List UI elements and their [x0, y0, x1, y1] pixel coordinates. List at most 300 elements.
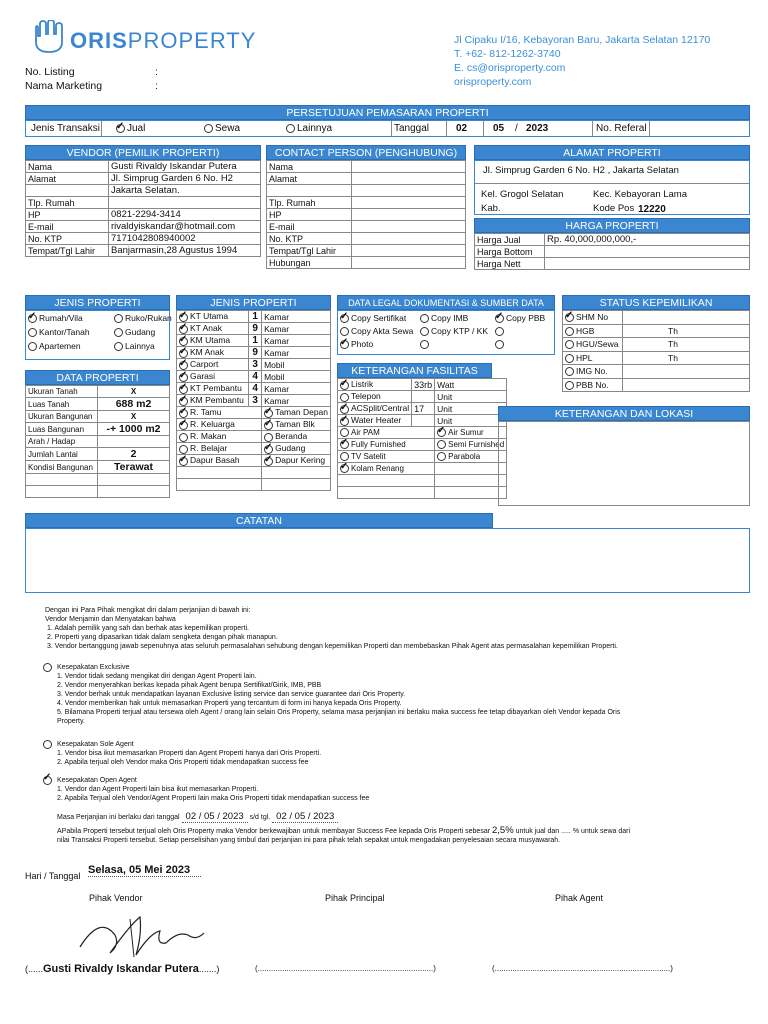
terms-section: [45, 606, 725, 651]
checkbox-checked-icon: [179, 349, 188, 358]
legal-doc-option[interactable]: ✓Photo: [340, 339, 373, 349]
checkbox-icon: [437, 440, 446, 449]
room-unit: Kamar: [262, 347, 331, 359]
checkbox-icon: [495, 340, 504, 349]
address-box: [474, 160, 750, 215]
vendor-field-label: No. KTP: [26, 233, 109, 245]
contact-field-value[interactable]: [352, 221, 466, 233]
checkbox-checked-icon: [179, 361, 188, 370]
address-kec: Kec. Kebayoran Lama: [593, 189, 688, 200]
radio-icon: [286, 124, 295, 133]
option-lainnya[interactable]: Lainnya: [286, 123, 332, 134]
facility-option[interactable]: ✓ACSplit/Central: [338, 403, 412, 415]
period-line: Masa Perjanjian ini berlaku dari tanggal 02 / 05 / 2023 s/d tgl. 02 / 05 / 2023: [57, 812, 737, 822]
property-type-option[interactable]: Lainnya: [114, 341, 155, 351]
facility-option[interactable]: Semi Furnished: [435, 439, 507, 451]
facility-unit: Unit: [435, 403, 507, 415]
checkbox-checked-icon: [340, 440, 349, 449]
vendor-row: [26, 173, 261, 185]
postal-code: 12220: [638, 204, 666, 215]
room-count[interactable]: 4: [249, 383, 262, 395]
location-box[interactable]: [498, 421, 750, 506]
price-value[interactable]: Rp. 40,000,000,000,-: [545, 234, 750, 246]
vendor-title: VENDOR (PEMILIK PROPERTI): [25, 145, 261, 160]
facility-amount[interactable]: 33rb: [412, 379, 435, 391]
contact-field-value[interactable]: [352, 245, 466, 257]
property-type-option[interactable]: Apartemen: [28, 341, 81, 351]
data-prop-value[interactable]: X: [98, 411, 170, 423]
marketing-colon: :: [155, 80, 158, 92]
contact-row: [267, 185, 466, 197]
price-label: Harga Bottom: [475, 246, 545, 258]
contact-row: [267, 173, 466, 185]
date-month: 05: [493, 123, 505, 134]
room-option[interactable]: ✓KT Anak: [177, 323, 249, 335]
vendor-row: [26, 245, 261, 257]
ownership-option[interactable]: PBB No.: [563, 378, 623, 392]
data-prop-row: [26, 486, 170, 498]
day-date-label: Hari / Tanggal: [25, 871, 81, 881]
sole-agent-section: Kesepakatan Sole Agent 1. Vendor bisa ikut memasarkan Properti dan Agent Properti hanya dari Oris Properti. 2. Apabila terjual oleh Vendor maka Oris Properti tidak mendapatkan success fee: [45, 740, 735, 767]
data-prop-row: [26, 423, 170, 436]
checkbox-checked-icon: [28, 314, 37, 323]
vendor-field-value[interactable]: 0821-2294-3414: [109, 209, 261, 221]
ownership-option[interactable]: HGU/Sewa: [563, 338, 623, 352]
marketing-label: Nama Marketing: [25, 80, 103, 92]
room-count[interactable]: 3: [249, 359, 262, 371]
checkbox-icon: [340, 393, 349, 402]
checkbox-checked-icon: [264, 409, 273, 418]
data-prop-value[interactable]: 688 m2: [98, 398, 170, 411]
legal-box: [337, 310, 555, 355]
fee-percent: 2,5%: [492, 825, 514, 836]
company-website[interactable]: orisproperty.com: [454, 76, 532, 88]
ownership-row: [563, 351, 750, 365]
data-prop-value[interactable]: -+ 1000 m2: [98, 423, 170, 436]
contact-field-label: Alamat: [267, 173, 352, 185]
price-row: [475, 246, 750, 258]
data-prop-label: Kondisi Bangunan: [26, 461, 98, 474]
room-unit: Kamar: [262, 323, 331, 335]
sole-agent-option[interactable]: Kesepakatan Sole Agent: [45, 740, 735, 749]
facility-unit: Unit: [435, 415, 507, 427]
checkbox-checked-icon: [179, 397, 188, 406]
checkbox-icon: [114, 328, 123, 337]
property-type-option[interactable]: Ruko/Rukan: [114, 313, 172, 323]
contact-table: [266, 160, 466, 269]
facility-option[interactable]: [435, 463, 507, 475]
data-prop-value[interactable]: Terawat: [98, 461, 170, 474]
facility-pair-row: [338, 439, 507, 451]
exclusive-option[interactable]: Kesepakatan Exclusive: [45, 663, 735, 672]
vendor-signature-icon: [70, 905, 220, 965]
ownership-year[interactable]: Th: [623, 338, 750, 352]
checkbox-checked-icon: [179, 325, 188, 334]
checkbox-icon: [340, 428, 349, 437]
vendor-field-label: Tempat/Tgl Lahir: [26, 245, 109, 257]
room-pair-row: [177, 407, 331, 419]
data-prop-title: DATA PROPERTI: [25, 370, 170, 385]
listing-colon: :: [155, 66, 158, 78]
facility-option[interactable]: ✓ Air Sumur: [435, 427, 507, 439]
facility-row: [338, 379, 507, 391]
price-value[interactable]: [545, 246, 750, 258]
vendor-sign-label: Pihak Vendor: [89, 893, 143, 903]
radio-icon: [43, 663, 52, 672]
price-value[interactable]: [545, 258, 750, 270]
facility-row: [338, 403, 507, 415]
vendor-field-label: Nama: [26, 161, 109, 173]
vendor-field-value[interactable]: [109, 197, 261, 209]
contact-row: [267, 221, 466, 233]
terms-points: 1. Adalah pemilik yang sah dan berhak atas kepemilikan properti. 2. Properti yang dipasarkan tidak dalam sengketa dengan pihak manapun. 3. Vendor bertanggung jawab sepenuhnya atas seluruh permasalahan sehubung dengan kepemilikan Properti dan membebaskan Pihak Agent atas permasalahan kepemilikan Properti.: [47, 625, 618, 650]
ownership-option[interactable]: IMG No.: [563, 365, 623, 379]
room-option[interactable]: ✓Garasi: [177, 371, 249, 383]
room-option[interactable]: Beranda: [262, 431, 331, 443]
facility-option[interactable]: ✓Listrik: [338, 379, 412, 391]
room-count[interactable]: 1: [249, 335, 262, 347]
facility-option[interactable]: Telepon: [338, 391, 412, 403]
type2-title: JENIS PROPERTI: [176, 295, 331, 310]
facility-pair-row: [338, 463, 507, 475]
approval-row: Jenis Transaksi ✓ Jual Sewa Lainnya Tanggal 02 05 / 2023 No. Referal: [25, 120, 750, 137]
contact-field-label: Tlp. Rumah: [267, 197, 352, 209]
room-count[interactable]: 1: [249, 311, 262, 323]
approval-title: PERSETUJUAN PEMASARAN PROPERTI: [25, 105, 750, 120]
legal-doc-option[interactable]: ✓ Copy PBB: [495, 313, 545, 323]
legal-doc-option[interactable]: Copy Akta Sewa: [340, 326, 413, 336]
facility-title: KETERANGAN FASILITAS: [337, 363, 492, 378]
legal-doc-option[interactable]: [420, 339, 431, 349]
open-agent-section: ✓ Kesepakatan Open Agent 1. Vendor dan Agent Properti lain bisa ikut memasarkan Properti. 2. Apabila Terjual oleh Vendor/Agent Properti lain maka Oris Properti tidak mendapatkan success fee: [45, 776, 735, 803]
facility-option[interactable]: ✓Kolam Renang: [338, 463, 435, 475]
referral-label: No. Referal: [596, 123, 647, 134]
ownership-year[interactable]: [623, 365, 750, 379]
contact-field-value[interactable]: [352, 257, 466, 269]
dispute-line: nilai Transaksi Properti tersebut. Setiap perselisihan yang timbul dari perjanjian ini para pihak telah sepakat untuk mengadakan penyelesaian secara musyawarah.: [57, 837, 561, 844]
data-prop-label: Ukuran Tanah: [26, 386, 98, 398]
checkbox-icon: [565, 354, 574, 363]
data-prop-label: Ukuran Bangunan: [26, 411, 98, 423]
checkbox-icon: [420, 340, 429, 349]
checkbox-icon: [565, 381, 574, 390]
facility-option[interactable]: Air PAM: [338, 427, 435, 439]
vendor-field-value[interactable]: Jl. Simprug Garden 6 No. H2: [109, 173, 261, 185]
principal-sign-label: Pihak Principal: [325, 893, 385, 903]
data-prop-row: [26, 398, 170, 411]
option-sewa[interactable]: Sewa: [204, 123, 240, 134]
checkbox-icon: [28, 328, 37, 337]
facility-row: [338, 415, 507, 427]
exclusive-section: Kesepakatan Exclusive 1. Vendor tidak sedang mengikat diri dengan Agent Properti lain. 2. Vendor menyerahkan berkas kepada pihak Agent berupa Sertifikat/Girik, IMB, PBB 3. Vendor berhak untuk mendapatkan layanan Exclusive listing service dan service guarantee dari Oris Property. 4. Vendor memberikan hak untuk memasarkan Properti yang tercantum di form ini hanya kepada Oris Property. 5. Bilamana Properti terjual atau tersewa oleh Agent / orang lain selain Oris Property, selama masa perjanjian ini berlaku maka success fee tetap dibayarkan oleh Vendor kepada Oris Property.: [45, 663, 735, 726]
contact-field-value[interactable]: [352, 161, 466, 173]
terms-intro2: Vendor Menjamin dan Menyatakan bahwa: [45, 616, 176, 623]
contact-row: [267, 197, 466, 209]
room-row: [177, 311, 331, 323]
facility-pair-row: [338, 427, 507, 439]
room-unit: Mobil: [262, 371, 331, 383]
room-pair-row: [177, 455, 331, 467]
room-option[interactable]: ✓ Taman Depan: [262, 407, 331, 419]
legal-doc-option[interactable]: [495, 339, 506, 349]
contact-field-value[interactable]: [352, 197, 466, 209]
price-table: [474, 233, 750, 270]
postal-label: Kode Pos: [593, 203, 635, 214]
room-option[interactable]: ✓KM Utama: [177, 335, 249, 347]
room-option[interactable]: ✓ Gudang: [262, 443, 331, 455]
brand-light: PROPERTY: [127, 28, 257, 53]
contact-title: CONTACT PERSON (PENGHUBUNG): [266, 145, 466, 160]
room-unit: Kamar: [262, 395, 331, 407]
data-prop-row: [26, 411, 170, 423]
terms-intro: Dengan ini Para Pihak mengikat diri dalam perjanjian di bawah ini:: [45, 607, 251, 614]
contact-field-label: Hubungan: [267, 257, 352, 269]
ownership-option[interactable]: HPL: [563, 351, 623, 365]
facility-pair-row: [338, 451, 507, 463]
vendor-field-value[interactable]: Gusti Rivaldy Iskandar Putera: [109, 161, 261, 173]
agent-sign-label: Pihak Agent: [555, 893, 604, 903]
notes-box[interactable]: [25, 528, 750, 593]
address-kab: Kab.: [481, 203, 501, 214]
company-info: [454, 33, 710, 89]
checkbox-checked-icon: [340, 417, 349, 426]
vendor-signer-name: Gusti Rivaldy Iskandar Putera: [43, 963, 199, 975]
vendor-row: [26, 221, 261, 233]
data-prop-label: Luas Bangunan: [26, 423, 98, 436]
vendor-field-value[interactable]: 7171042808940002: [109, 233, 261, 245]
vendor-field-value[interactable]: Banjarmasin,28 Agustus 1994: [109, 245, 261, 257]
vendor-row: [26, 233, 261, 245]
room-row: [177, 323, 331, 335]
agent-sign-line: (...............................................................................): [492, 964, 673, 973]
legal-doc-option[interactable]: Copy KTP / KK: [420, 326, 488, 336]
room-option[interactable]: ✓R. Keluarga: [177, 419, 262, 431]
ownership-year[interactable]: [623, 378, 750, 392]
data-prop-row: [26, 386, 170, 398]
facility-amount[interactable]: [412, 415, 435, 427]
vendor-field-label: [26, 185, 109, 197]
brand-bold: ORIS: [70, 28, 128, 53]
checkbox-checked-icon: [179, 385, 188, 394]
vendor-row: [26, 209, 261, 221]
radio-checked-icon: [43, 776, 52, 785]
option-jual[interactable]: ✓ Jual: [116, 123, 145, 134]
room-option[interactable]: ✓ Dapur Kering: [262, 455, 331, 467]
date-label: Tanggal: [394, 123, 430, 134]
date-day: 02: [456, 123, 468, 134]
room-option[interactable]: ✓KT Pembantu: [177, 383, 249, 395]
ownership-row: [563, 311, 750, 325]
facility-unit: Unit: [435, 391, 507, 403]
checkbox-checked-icon: [179, 337, 188, 346]
data-prop-row: [26, 436, 170, 448]
price-label: Harga Jual: [475, 234, 545, 246]
checkbox-checked-icon: [179, 409, 188, 418]
room-option[interactable]: ✓KM Pembantu: [177, 395, 249, 407]
checkbox-checked-icon: [264, 445, 273, 454]
checkbox-checked-icon: [264, 421, 273, 430]
type1-title: JENIS PROPERTI: [25, 295, 170, 310]
checkbox-icon: [437, 452, 446, 461]
ownership-year[interactable]: Th: [623, 351, 750, 365]
data-prop-row: [26, 474, 170, 486]
ownership-table: [562, 310, 750, 392]
legal-doc-option[interactable]: Copy IMB: [420, 313, 468, 323]
room-count[interactable]: 9: [249, 323, 262, 335]
marketing-name: [25, 80, 158, 92]
data-prop-label: Arah / Hadap: [26, 436, 98, 448]
vendor-field-label: Alamat: [26, 173, 109, 185]
checkbox-checked-icon: [179, 373, 188, 382]
room-option[interactable]: R. Makan: [177, 431, 262, 443]
checkbox-checked-icon: [495, 314, 504, 323]
checkbox-checked-icon: [179, 457, 188, 466]
legal-doc-option[interactable]: [495, 326, 506, 336]
vendor-row: [26, 185, 261, 197]
date-year: 2023: [526, 123, 549, 134]
checkbox-icon: [340, 452, 349, 461]
checkbox-icon: [495, 327, 504, 336]
room-row: [177, 371, 331, 383]
contact-field-value[interactable]: [352, 233, 466, 245]
vendor-row: [26, 197, 261, 209]
radio-icon: [43, 740, 52, 749]
room-count[interactable]: 3: [249, 395, 262, 407]
contact-field-label: HP: [267, 209, 352, 221]
checkbox-checked-icon: [179, 421, 188, 430]
checkbox-checked-icon: [340, 405, 349, 414]
checkbox-icon: [114, 342, 123, 351]
checkbox-checked-icon: [179, 313, 188, 322]
contact-row: [267, 257, 466, 269]
checkbox-icon: [420, 314, 429, 323]
data-prop-value[interactable]: 2: [98, 448, 170, 461]
legal-title: DATA LEGAL DOKUMENTASI & SUMBER DATA: [337, 295, 555, 310]
notes-title: CATATAN: [25, 513, 493, 528]
room-pair-row: [177, 443, 331, 455]
address-line: Jl. Simprug Garden 6 No. H2 , Jakarta Selatan: [483, 165, 679, 176]
property-type-option[interactable]: Kantor/Tanah: [28, 327, 90, 337]
listing-label: No. Listing: [25, 66, 75, 78]
room-option[interactable]: ✓ Taman Blk: [262, 419, 331, 431]
room-count[interactable]: 9: [249, 347, 262, 359]
address-title: ALAMAT PROPERTI: [474, 145, 750, 160]
facility-amount[interactable]: [412, 391, 435, 403]
vendor-field-label: E-mail: [26, 221, 109, 233]
contact-field-label: Tempat/Tgl Lahir: [267, 245, 352, 257]
checkbox-icon: [565, 327, 574, 336]
data-prop-table: [25, 385, 170, 498]
room-option[interactable]: ✓Carport: [177, 359, 249, 371]
ownership-option[interactable]: ✓SHM No: [563, 311, 623, 325]
contact-field-value[interactable]: [352, 185, 466, 197]
room-option[interactable]: ✓KM Anak: [177, 347, 249, 359]
room-unit: Kamar: [262, 311, 331, 323]
company-phone: T. +62- 812-1262-3740: [454, 48, 561, 60]
contact-row: [267, 233, 466, 245]
location-title: KETERANGAN DAN LOKASI: [498, 406, 750, 421]
address-kel: Kel. Grogol Selatan: [481, 189, 564, 200]
checkbox-icon: [565, 367, 574, 376]
checkbox-checked-icon: [340, 314, 349, 323]
facility-option[interactable]: TV Satelit: [338, 451, 435, 463]
room-option[interactable]: ✓KT Utama: [177, 311, 249, 323]
contact-field-value[interactable]: [352, 209, 466, 221]
checkbox-icon: [114, 314, 123, 323]
contact-field-label: E-mail: [267, 221, 352, 233]
room-pair-row: [177, 431, 331, 443]
room-row: [177, 335, 331, 347]
room-option[interactable]: R. Belajar: [177, 443, 262, 455]
ownership-title: STATUS KEPEMILIKAN: [562, 295, 750, 310]
type1-box: [25, 310, 170, 360]
facility-option[interactable]: ✓Fully Furnished: [338, 439, 435, 451]
checkbox-icon: [340, 327, 349, 336]
data-prop-value[interactable]: X: [98, 386, 170, 398]
room-count[interactable]: 4: [249, 371, 262, 383]
company-email[interactable]: E. cs@orisproperty.com: [454, 62, 566, 74]
checkbox-icon: [28, 342, 37, 351]
ownership-option[interactable]: HGB: [563, 324, 623, 338]
checkbox-checked-icon: [340, 340, 349, 349]
price-row: [475, 258, 750, 270]
room-unit: Kamar: [262, 383, 331, 395]
open-agent-option[interactable]: ✓ Kesepakatan Open Agent: [45, 776, 735, 785]
facility-option[interactable]: ✓Water Heater: [338, 415, 412, 427]
data-prop-label: Luas Tanah: [26, 398, 98, 411]
contact-field-value[interactable]: [352, 173, 466, 185]
room-row: [177, 347, 331, 359]
property-type-option[interactable]: ✓Rumah/Vila: [28, 313, 83, 323]
ownership-row: [563, 365, 750, 379]
contact-field-label: No. KTP: [267, 233, 352, 245]
room-option[interactable]: ✓R. Tamu: [177, 407, 262, 419]
facility-unit: Watt: [435, 379, 507, 391]
vendor-field-value[interactable]: Jakarta Selatan.: [109, 185, 261, 197]
checkbox-icon: [179, 445, 188, 454]
period-from: 02 / 05 / 2023: [182, 811, 248, 823]
transaction-label: Jenis Transaksi: [31, 123, 100, 134]
ownership-year[interactable]: Th: [623, 324, 750, 338]
checkbox-icon: [264, 433, 273, 442]
facility-amount[interactable]: 17: [412, 403, 435, 415]
room-option[interactable]: ✓Dapur Basah: [177, 455, 262, 467]
vendor-field-value[interactable]: rivaldyiskandar@hotmail.com: [109, 221, 261, 233]
company-address: Jl Cipaku I/16, Kebayoran Baru, Jakarta Selatan 12170: [454, 34, 711, 46]
checkbox-checked-icon: [565, 313, 574, 322]
facility-row: [338, 391, 507, 403]
checkbox-checked-icon: [340, 464, 349, 473]
property-type-option[interactable]: Gudang: [114, 327, 155, 337]
data-prop-value[interactable]: [98, 436, 170, 448]
brand-name: [70, 28, 256, 54]
facility-option[interactable]: Parabola: [435, 451, 507, 463]
contact-field-label: [267, 185, 352, 197]
radio-icon: [116, 124, 125, 133]
type2-table: [176, 310, 331, 491]
ownership-row: [563, 378, 750, 392]
ownership-year[interactable]: [623, 311, 750, 325]
fee-line: APabila Properti tersebut terjual oleh Oris Property maka Vendor berkewajiban untuk membayar Success Fee kepada Oris Properti sebesar 2,5% untuk jual dan ..... % untuk sewa dari: [57, 825, 631, 836]
facility-table: [337, 378, 507, 499]
room-row: [177, 359, 331, 371]
price-label: Harga Nett: [475, 258, 545, 270]
checkbox-checked-icon: [264, 457, 273, 466]
legal-doc-option[interactable]: ✓Copy Sertifikat: [340, 313, 406, 323]
vendor-table: [25, 160, 261, 257]
checkbox-checked-icon: [437, 428, 446, 437]
contact-row: [267, 209, 466, 221]
